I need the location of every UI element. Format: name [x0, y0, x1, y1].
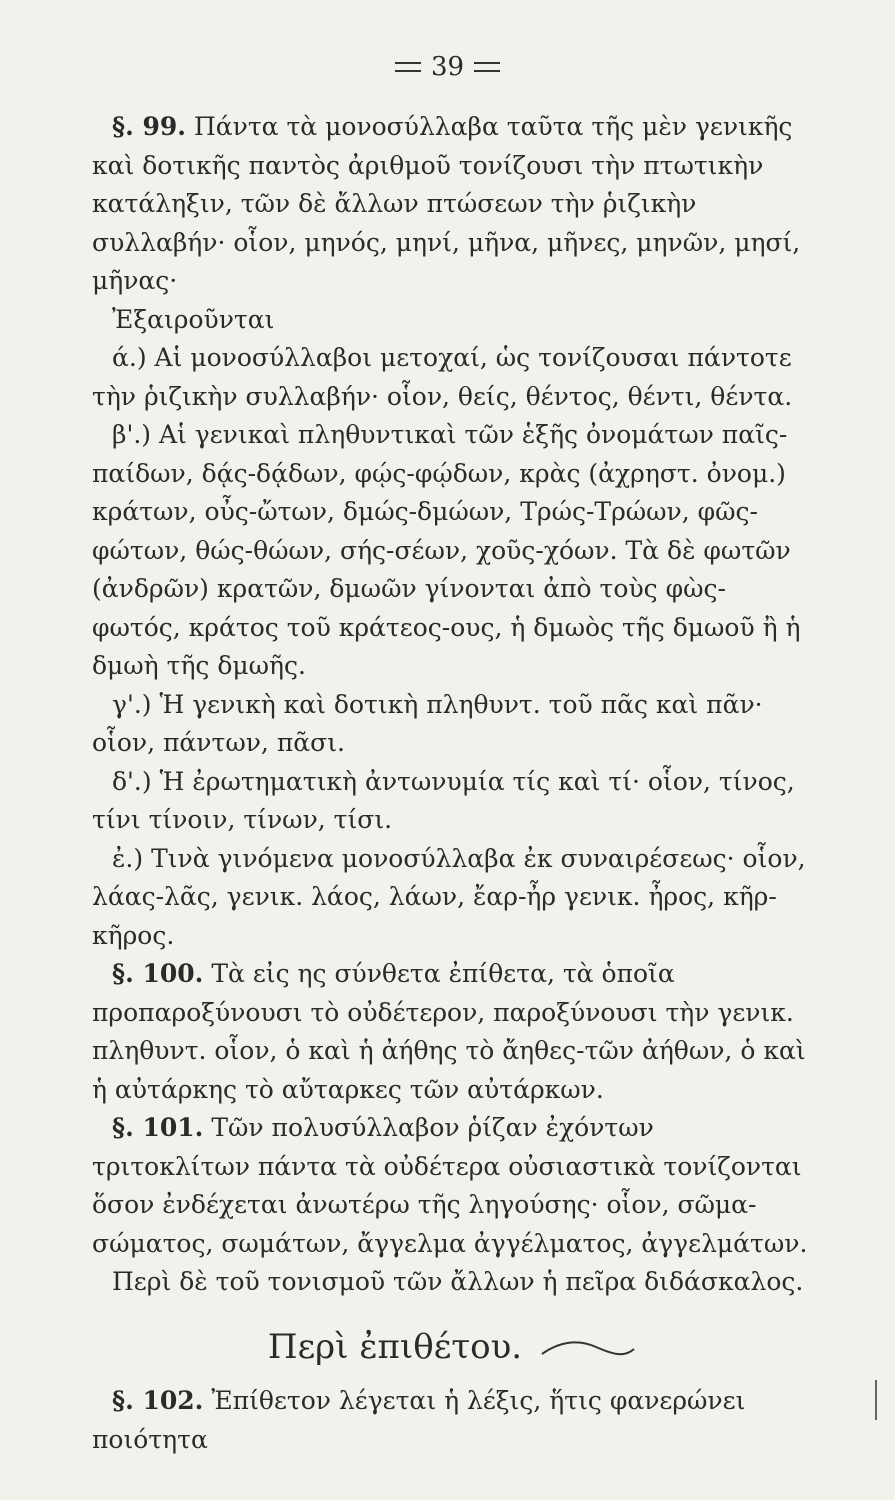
section-number: §. 102.	[112, 1386, 204, 1415]
paragraph-text: Τὰ εἰς ης σύνθετα ἐπίθετα, τὰ ὁποῖα προπαροξύνουσι τὸ οὐδέτερον, παροξύνουσι τὴν γενικ. πληθυντ. οἷον, ὁ καὶ ἡ ἀήθης τὸ ἄηθες-τῶν ἀήθων, ὁ καὶ ἡ αὐτάρκης τὸ αὔταρκες τῶν αὐτάρκων.	[92, 959, 806, 1104]
item-marker: ά.)	[112, 343, 147, 372]
edge-mark	[875, 1380, 889, 1420]
paragraph-99	[92, 108, 812, 301]
heading-text: Περὶ ἐπιθέτου.	[267, 1326, 523, 1367]
paragraph-101	[92, 1109, 812, 1263]
paragraph-102	[92, 1382, 812, 1459]
paragraph-text: Τῶν πολυσύλλαβον ῥίζαν ἐχόντων τριτοκλίτων πάντα τὰ οὐδέτερα οὐσιαστικὰ τονίζονται ὅσον ἐνδέχεται ἀνωτέρω τῆς ληγούσης· οἷον, σῶμα-σώματος, σωμάτων, ἄγγελμα ἀγγέλματος, ἀγγελμάτων.	[92, 1113, 808, 1258]
section-number: §. 101.	[112, 1113, 204, 1142]
page-number: 39	[430, 52, 465, 82]
paragraph-text: Ἐξαιροῦνται	[112, 304, 275, 334]
paragraph-b	[92, 416, 812, 686]
paragraph-text: Αἱ μονοσύλλαβοι μετοχαί, ὡς τονίζουσαι πάντοτε τὴν ῥιζικὴν συλλαβήν· οἷον, θείς, θέντος, θέντι, θέντα.	[92, 343, 793, 411]
section-heading	[92, 1328, 812, 1367]
paragraph-c	[92, 686, 812, 763]
ornament-right	[474, 62, 500, 72]
paragraph-text: Ἐπίθετον λέγεται ἡ λέξις, ἥτις φανερώνει ποιότητα	[92, 1386, 746, 1454]
paragraph-a	[92, 339, 812, 416]
paragraph-text: Περὶ δὲ τοῦ τονισμοῦ τῶν ἄλλων ἡ πεῖρα διδάσκαλος.	[112, 1267, 804, 1296]
paragraph-text: Ἡ ἐρωτηματικὴ ἀντωνυμία τίς καὶ τί· οἷον, τίνος, τίνι τίνοιν, τίνων, τίσι.	[92, 766, 795, 834]
paragraph-e	[92, 840, 812, 956]
paragraph-text: Ἡ γενικὴ καὶ δοτικὴ πληθυντ. τοῦ πᾶς καὶ πᾶν· οἷον, πάντων, πᾶσι.	[92, 689, 763, 757]
exceptions-label	[92, 301, 812, 340]
item-marker: ἐ.)	[112, 843, 144, 873]
paragraph-d	[92, 763, 812, 840]
section-number: §. 99.	[112, 112, 186, 141]
paragraph-text: Τινὰ γινόμενα μονοσύλλαβα ἐκ συναιρέσεως· οἷον, λάας-λᾶς, γενικ. λάος, λάων, ἔαρ-ἦρ γενικ. ἦρος, κῆρ-κῆρος.	[92, 843, 806, 950]
item-marker: β'.)	[112, 420, 152, 449]
paragraph-closing	[92, 1263, 812, 1302]
section-number: §. 100.	[112, 959, 204, 988]
item-marker: δ'.)	[112, 766, 152, 796]
swash-flourish	[540, 1338, 636, 1360]
ornament-left	[395, 62, 421, 72]
paragraph-text: Πάντα τὰ μονοσύλλαβα ταῦτα τῆς μὲν γενικῆς καὶ δοτικῆς παντὸς ἀριθμοῦ τονίζουσι τὴν πτωτικὴν κατάληξιν, τῶν δὲ ἄλλων πτώσεων τὴν ῥιζικὴν συλλαβήν· οἷον, μηνός, μηνί, μῆνα, μῆνες, μηνῶν, μησί, μῆνας·	[92, 112, 801, 295]
item-marker: γ'.)	[112, 689, 152, 719]
paragraph-100	[92, 955, 812, 1109]
paragraph-text: Αἱ γενικαὶ πληθυντικαὶ τῶν ἑξῆς ὀνομάτων παῖς-παίδων, δᾴς-δᾴδων, φῴς-φῴδων, κρὰς (ἀχρηστ. ὀνομ.) κράτων, οὖς-ὤτων, δμώς-δμώων, Τρώς-Τρώων, φῶς-φώτων, θώς-θώων, σής-σέων, χοῦς-χόων. Τὰ δὲ φωτῶν (ἀνδρῶν) κρατῶν, δμωῶν γίνονται ἀπὸ τοὺς φὼς-φωτός, κράτος τοῦ κράτεος-ους, ἡ δμωὸς τῆς δμωοῦ ἢ ἡ δμωὴ τῆς δμωῆς.	[92, 420, 801, 680]
page-number-area	[0, 52, 895, 82]
body-text	[92, 108, 812, 1459]
